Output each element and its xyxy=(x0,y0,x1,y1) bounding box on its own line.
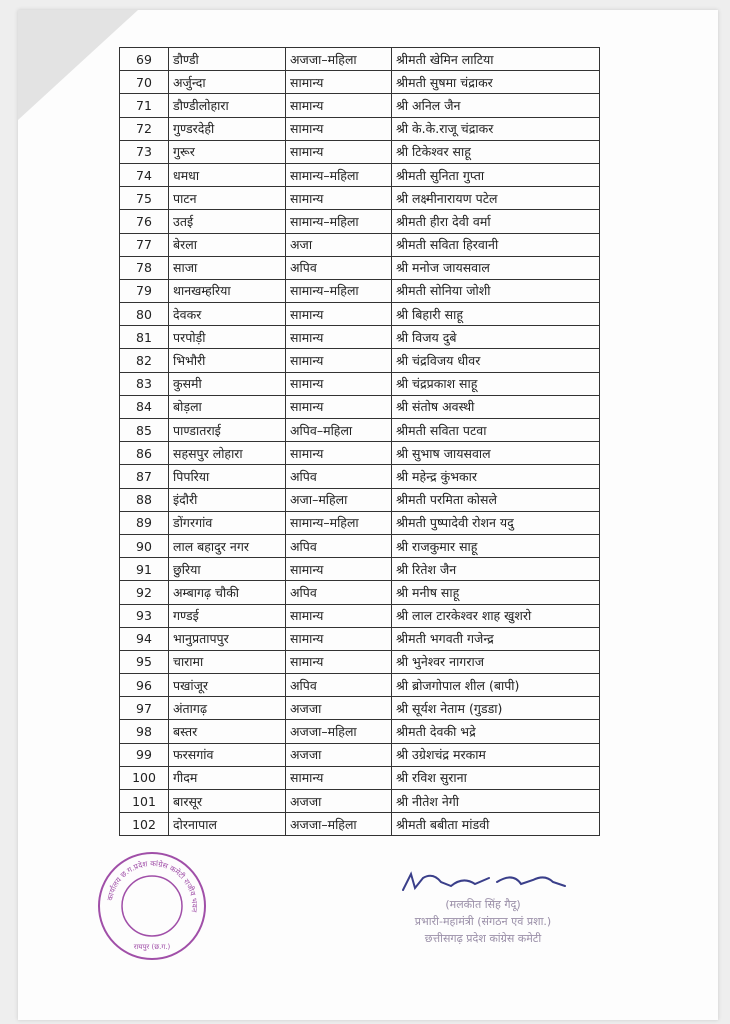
appointee-name-cell: श्री ब्रोजगोपाल शील (बापी) xyxy=(392,674,600,697)
constituency-cell: कुसमी xyxy=(169,372,286,395)
row-number: 69 xyxy=(120,48,169,71)
constituency-cell: परपोड़ी xyxy=(169,326,286,349)
appointee-name-cell: श्री बिहारी साहू xyxy=(392,303,600,326)
row-number: 93 xyxy=(120,604,169,627)
appointee-name-cell: श्रीमती खेमिन लाटिया xyxy=(392,48,600,71)
row-number: 71 xyxy=(120,94,169,117)
table-row xyxy=(120,372,600,395)
stamp-ring-text: कार्यालय छ.ग.प्रदेश कांग्रेस कमेटी राजीव भवन xyxy=(105,858,200,913)
signature-block xyxy=(353,868,613,947)
category-cell: सामान्य xyxy=(286,303,392,326)
category-cell: अजजा–महिला xyxy=(286,720,392,743)
table-row xyxy=(120,488,600,511)
constituency-cell: चारामा xyxy=(169,650,286,673)
constituency-cell: बेरला xyxy=(169,233,286,256)
category-cell: सामान्य xyxy=(286,326,392,349)
appointee-name-cell: श्रीमती सुषमा चंद्राकर xyxy=(392,71,600,94)
category-cell: अपिव xyxy=(286,534,392,557)
category-cell: सामान्य xyxy=(286,140,392,163)
row-number: 97 xyxy=(120,697,169,720)
row-number: 95 xyxy=(120,650,169,673)
row-number: 86 xyxy=(120,442,169,465)
category-cell: अजजा–महिला xyxy=(286,48,392,71)
constituency-cell: लाल बहादुर नगर xyxy=(169,534,286,557)
row-number: 73 xyxy=(120,140,169,163)
appointee-name-cell: श्री विजय दुबे xyxy=(392,326,600,349)
category-cell: सामान्य xyxy=(286,604,392,627)
appointee-name-cell: श्री राजकुमार साहू xyxy=(392,534,600,557)
category-cell: सामान्य xyxy=(286,395,392,418)
category-cell: अजजा xyxy=(286,743,392,766)
row-number: 98 xyxy=(120,720,169,743)
row-number: 81 xyxy=(120,326,169,349)
table-row xyxy=(120,743,600,766)
category-cell: अपिव–महिला xyxy=(286,419,392,442)
category-cell: सामान्य xyxy=(286,372,392,395)
row-number: 84 xyxy=(120,395,169,418)
table-row xyxy=(120,94,600,117)
constituency-cell: भिभौरी xyxy=(169,349,286,372)
table-row xyxy=(120,627,600,650)
appointee-name-cell: श्री अनिल जैन xyxy=(392,94,600,117)
appointee-name-cell: श्री रविश सुराना xyxy=(392,766,600,789)
signatory-name: (मलकीत सिंह गैदू) xyxy=(445,898,521,911)
table-row xyxy=(120,233,600,256)
category-cell: अपिव xyxy=(286,674,392,697)
constituency-cell: डौण्डीलोहारा xyxy=(169,94,286,117)
appointee-name-cell: श्री रितेश जैन xyxy=(392,558,600,581)
constituency-cell: अंतागढ़ xyxy=(169,697,286,720)
row-number: 87 xyxy=(120,465,169,488)
category-cell: अजजा xyxy=(286,790,392,813)
category-cell: सामान्य xyxy=(286,766,392,789)
appointee-name-cell: श्री टिकेश्वर साहू xyxy=(392,140,600,163)
appointee-name-cell: श्री नीतेश नेगी xyxy=(392,790,600,813)
constituency-cell: थानखम्हरिया xyxy=(169,279,286,302)
constituency-cell: पाण्डातराई xyxy=(169,419,286,442)
table-row xyxy=(120,604,600,627)
row-number: 88 xyxy=(120,488,169,511)
category-cell: सामान्य–महिला xyxy=(286,511,392,534)
table-row xyxy=(120,419,600,442)
row-number: 77 xyxy=(120,233,169,256)
row-number: 100 xyxy=(120,766,169,789)
row-number: 90 xyxy=(120,534,169,557)
document-page xyxy=(18,10,718,1020)
table-row xyxy=(120,697,600,720)
constituency-cell: गुण्डरदेही xyxy=(169,117,286,140)
row-number: 94 xyxy=(120,627,169,650)
constituency-cell: बस्तर xyxy=(169,720,286,743)
row-number: 85 xyxy=(120,419,169,442)
row-number: 72 xyxy=(120,117,169,140)
constituency-cell: फरसगांव xyxy=(169,743,286,766)
category-cell: सामान्य–महिला xyxy=(286,210,392,233)
constituency-cell: गण्डई xyxy=(169,604,286,627)
constituency-cell: दोरनापाल xyxy=(169,813,286,836)
category-cell: सामान्य xyxy=(286,94,392,117)
appointee-name-cell: श्रीमती सविता हिरवानी xyxy=(392,233,600,256)
row-number: 102 xyxy=(120,813,169,836)
row-number: 89 xyxy=(120,511,169,534)
appointee-name-cell: श्रीमती सोनिया जोशी xyxy=(392,279,600,302)
row-number: 80 xyxy=(120,303,169,326)
table-row xyxy=(120,187,600,210)
category-cell: सामान्य–महिला xyxy=(286,279,392,302)
constituency-cell: बोड़ला xyxy=(169,395,286,418)
table-row xyxy=(120,279,600,302)
signatory-designation: प्रभारी-महामंत्री (संगठन एवं प्रशा.) xyxy=(414,915,552,928)
row-number: 70 xyxy=(120,71,169,94)
table-row xyxy=(120,534,600,557)
appointee-name-cell: श्रीमती सविता पटवा xyxy=(392,419,600,442)
handwritten-signature xyxy=(393,868,573,896)
row-number: 99 xyxy=(120,743,169,766)
office-stamp xyxy=(96,850,208,962)
appointee-name-cell: श्री लक्ष्मीनारायण पटेल xyxy=(392,187,600,210)
constituency-cell: गुरूर xyxy=(169,140,286,163)
appointee-name-cell: श्री मनोज जायसवाल xyxy=(392,256,600,279)
stamp-bottom-text: रायपुर (छ.ग.) xyxy=(133,943,171,951)
category-cell: अपिव xyxy=(286,256,392,279)
appointee-name-cell: श्री सुभाष जायसवाल xyxy=(392,442,600,465)
constituency-cell: देवकर xyxy=(169,303,286,326)
table-row xyxy=(120,442,600,465)
category-cell: अपिव xyxy=(286,465,392,488)
constituency-cell: पखांजूर xyxy=(169,674,286,697)
roster-table xyxy=(119,47,600,836)
table-row xyxy=(120,650,600,673)
category-cell: सामान्य xyxy=(286,349,392,372)
category-cell: अपिव xyxy=(286,581,392,604)
constituency-cell: पाटन xyxy=(169,187,286,210)
table-row xyxy=(120,558,600,581)
appointee-name-cell: श्री के.के.राजू चंद्राकर xyxy=(392,117,600,140)
roster-body xyxy=(120,48,600,836)
table-row xyxy=(120,326,600,349)
row-number: 74 xyxy=(120,163,169,186)
row-number: 83 xyxy=(120,372,169,395)
appointee-name-cell: श्री भुनेश्वर नागराज xyxy=(392,650,600,673)
category-cell: अजा xyxy=(286,233,392,256)
row-number: 96 xyxy=(120,674,169,697)
category-cell: अजा–महिला xyxy=(286,488,392,511)
table-row xyxy=(120,140,600,163)
appointee-name-cell: श्री सूर्यश नेताम (गुडडा) xyxy=(392,697,600,720)
category-cell: सामान्य–महिला xyxy=(286,163,392,186)
table-row xyxy=(120,349,600,372)
appointee-name-cell: श्री महेन्द्र कुंभकार xyxy=(392,465,600,488)
constituency-cell: डौण्डी xyxy=(169,48,286,71)
category-cell: अजजा xyxy=(286,697,392,720)
table-row xyxy=(120,674,600,697)
constituency-cell: छुरिया xyxy=(169,558,286,581)
constituency-cell: सहसपुर लोहारा xyxy=(169,442,286,465)
constituency-cell: साजा xyxy=(169,256,286,279)
row-number: 79 xyxy=(120,279,169,302)
row-number: 101 xyxy=(120,790,169,813)
category-cell: सामान्य xyxy=(286,442,392,465)
row-number: 92 xyxy=(120,581,169,604)
appointee-name-cell: श्रीमती देवकी भद्रे xyxy=(392,720,600,743)
row-number: 76 xyxy=(120,210,169,233)
table-row xyxy=(120,813,600,836)
constituency-cell: भानुप्रतापपुर xyxy=(169,627,286,650)
row-number: 91 xyxy=(120,558,169,581)
row-number: 82 xyxy=(120,349,169,372)
appointee-name-cell: श्रीमती बबीता मांडवी xyxy=(392,813,600,836)
category-cell: सामान्य xyxy=(286,558,392,581)
appointee-name-cell: श्रीमती भगवती गजेन्द्र xyxy=(392,627,600,650)
constituency-cell: अम्बागढ़ चौकी xyxy=(169,581,286,604)
appointee-name-cell: श्रीमती सुनिता गुप्ता xyxy=(392,163,600,186)
category-cell: सामान्य xyxy=(286,117,392,140)
table-row xyxy=(120,395,600,418)
table-row xyxy=(120,581,600,604)
category-cell: सामान्य xyxy=(286,71,392,94)
appointee-name-cell: श्रीमती परमिता कोसले xyxy=(392,488,600,511)
appointee-name-cell: श्री लाल टारकेश्वर शाह खुशरो xyxy=(392,604,600,627)
table-row xyxy=(120,210,600,233)
table-row xyxy=(120,766,600,789)
row-number: 75 xyxy=(120,187,169,210)
category-cell: सामान्य xyxy=(286,187,392,210)
category-cell: अजजा–महिला xyxy=(286,813,392,836)
constituency-cell: इंदौरी xyxy=(169,488,286,511)
appointee-name-cell: श्रीमती हीरा देवी वर्मा xyxy=(392,210,600,233)
constituency-cell: उतई xyxy=(169,210,286,233)
table-row xyxy=(120,720,600,743)
table-row xyxy=(120,117,600,140)
row-number: 78 xyxy=(120,256,169,279)
constituency-cell: डोंगरगांव xyxy=(169,511,286,534)
table-row xyxy=(120,511,600,534)
category-cell: सामान्य xyxy=(286,627,392,650)
table-row xyxy=(120,303,600,326)
constituency-cell: बारसूर xyxy=(169,790,286,813)
table-row xyxy=(120,256,600,279)
svg-text:कार्यालय छ.ग.प्रदेश कांग्रेस क xyxy=(105,859,199,914)
appointee-name-cell: श्री उग्रेशचंद्र मरकाम xyxy=(392,743,600,766)
constituency-cell: अर्जुन्दा xyxy=(169,71,286,94)
constituency-cell: धमधा xyxy=(169,163,286,186)
appointee-name-cell: श्री मनीष साहू xyxy=(392,581,600,604)
table-row xyxy=(120,790,600,813)
category-cell: सामान्य xyxy=(286,650,392,673)
appointee-name-cell: श्री संतोष अवस्थी xyxy=(392,395,600,418)
appointee-name-cell: श्रीमती पुष्पादेवी रोशन यदु xyxy=(392,511,600,534)
appointee-name-cell: श्री चंद्रप्रकाश साहू xyxy=(392,372,600,395)
constituency-cell: गीदम xyxy=(169,766,286,789)
appointee-name-cell: श्री चंद्रविजय धीवर xyxy=(392,349,600,372)
table-row xyxy=(120,163,600,186)
table-row xyxy=(120,48,600,71)
signatory-organization: छत्तीसगढ़ प्रदेश कांग्रेस कमेटी xyxy=(424,932,542,945)
constituency-cell: पिपरिया xyxy=(169,465,286,488)
table-row xyxy=(120,465,600,488)
table-row xyxy=(120,71,600,94)
